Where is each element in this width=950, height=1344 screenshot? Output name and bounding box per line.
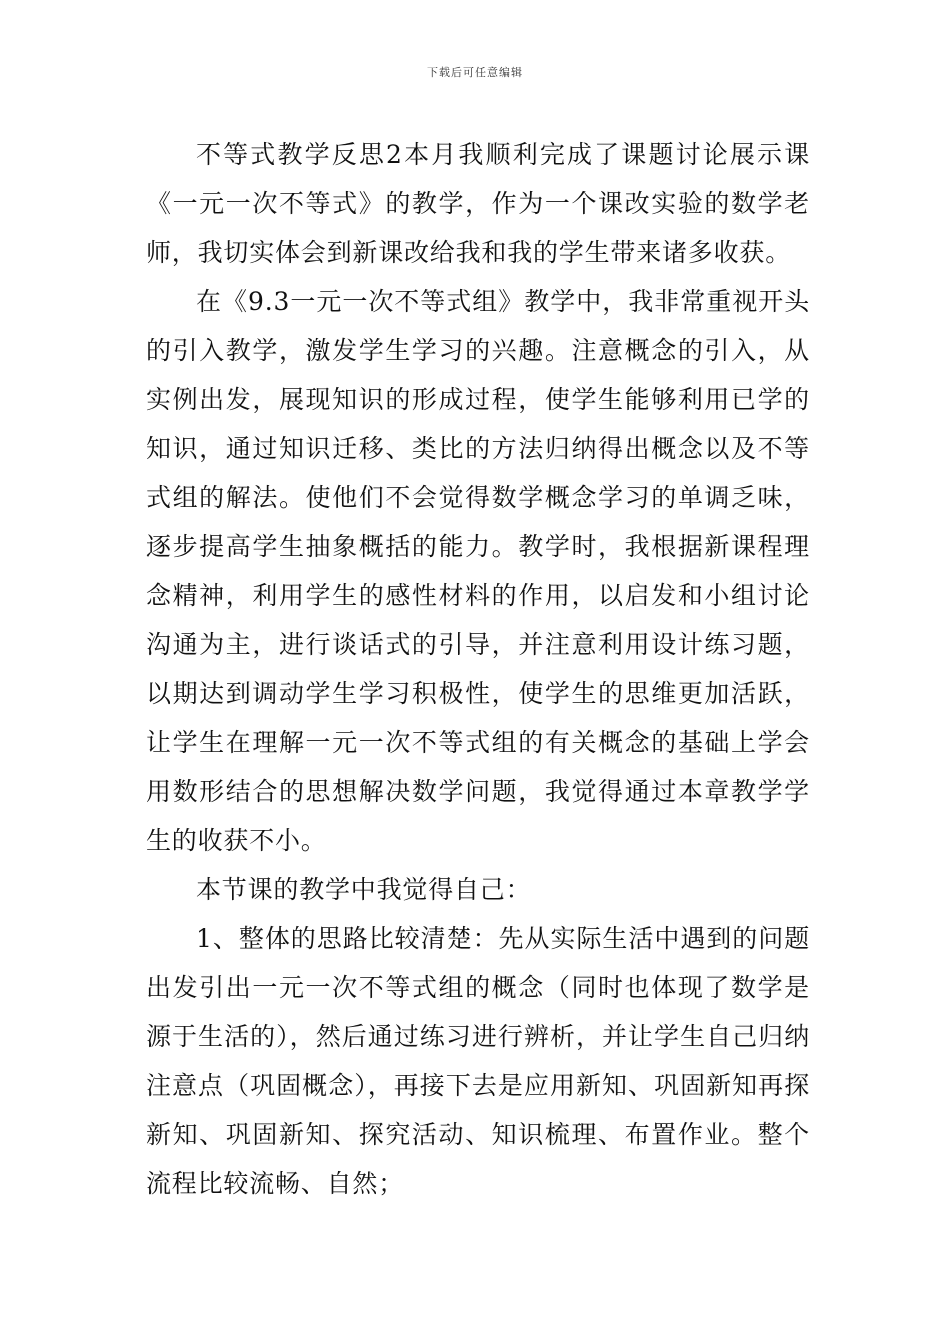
document-body bbox=[146, 130, 810, 1208]
paragraph-self-review: 本节课的教学中我觉得自己： bbox=[196, 875, 532, 904]
paragraph-point-1: 1、整体的思路比较清楚：先从实际生活中遇到的问题出发引出一元一次不等式组的概念（同时也体现了数学是源于生活的），然后通过练习进行辨析，并让学生自己归纳注意点（巩固概念），再接下去是应用新知、巩固新知再探新知、巩固新知、探究活动、知识梳理、布置作业。整个流程比较流畅、自然； bbox=[146, 924, 810, 1198]
paragraph-intro: 不等式教学反思2本月我顺利完成了课题讨论展示课《一元一次不等式》的教学，作为一个课改实验的数学老师，我切实体会到新课改给我和我的学生带来诸多收获。 bbox=[146, 140, 810, 267]
page-header: 下载后可任意编辑 bbox=[427, 66, 523, 79]
paragraph-teaching-approach: 在《9.3一元一次不等式组》教学中，我非常重视开头的引入教学，激发学生学习的兴趣。注意概念的引入，从实例出发，展现知识的形成过程，使学生能够利用已学的知识，通过知识迁移、类比的方法归纳得出概念以及不等式组的解法。使他们不会觉得数学概念学习的单调乏味，逐步提高学生抽象概括的能力。教学时，我根据新课程理念精神，利用学生的感性材料的作用，以启发和小组讨论沟通为主，进行谈话式的引导，并注意利用设计练习题，以期达到调动学生学习积极性，使学生的思维更加活跃，让学生在理解一元一次不等式组的有关概念的基础上学会用数形结合的思想解决数学问题，我觉得通过本章教学学生的收获不小。 bbox=[146, 287, 810, 855]
